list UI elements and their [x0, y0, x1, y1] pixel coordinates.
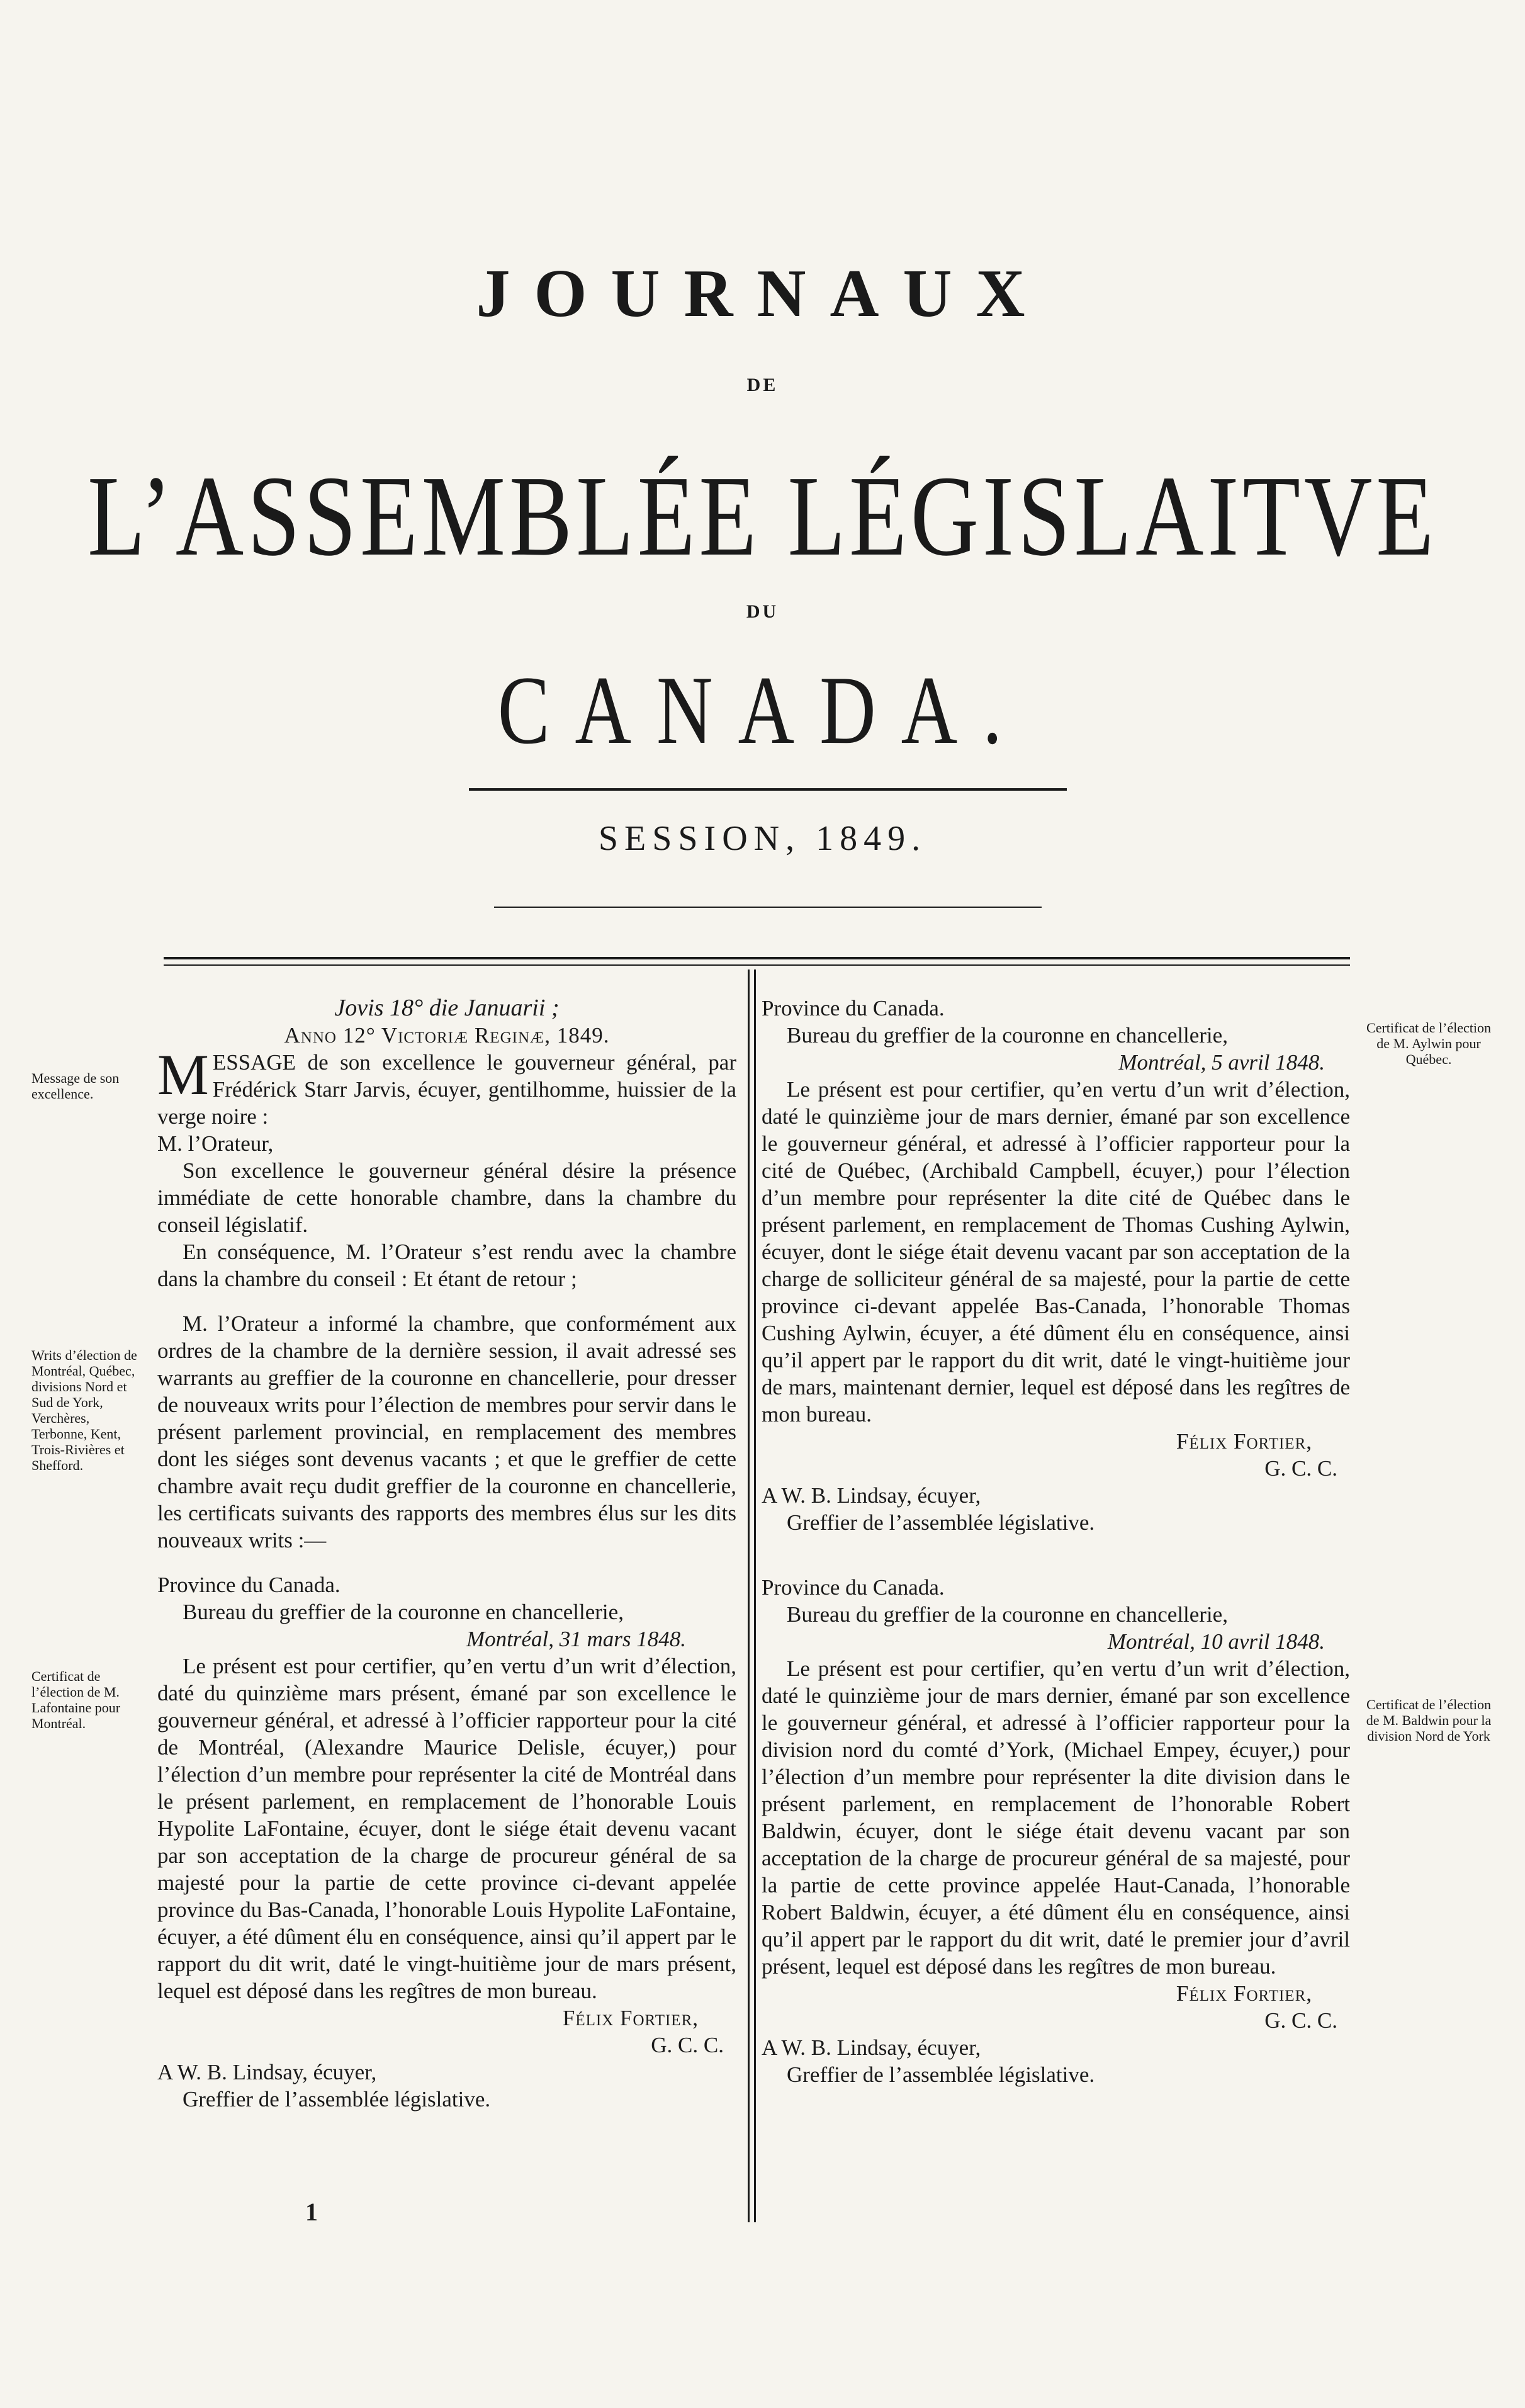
certificate-date-1: Montréal, 5 avril 1848.	[1118, 1050, 1325, 1075]
certificate-text-2: Le présent est pour certifier, qu’en vertu d’un writ d’élection, daté le quinzième jour de mars dernier, émané par son excellence le gouverneur général, et adressé à l’officier rapporteur pour la division nord du comté d’York, (Michael Empey, écuyer,) pour l’élection d’un membre pour représenter la dite division dans le présent parlement, en remplacement de l’honorable Robert Baldwin, écuyer, dont le siége était devenu vacant par son acceptation de la charge de procureur général de sa majesté, pour la partie de cette province appelée Haut-Canada, l’honorable Robert Baldwin, écuyer, a été dûment élu en conséquence, ainsi qu’il appert par le rapport du dit writ, daté le premier jour d’avril présent, lequel est déposé dans les regîtres de mon bureau.	[762, 1656, 1350, 1979]
column-divider-left	[748, 969, 750, 2222]
margin-note-lafontaine: Certificat de l’élection de M. Lafontaine pour Montréal.	[31, 1668, 121, 1731]
page-number: 1	[305, 2198, 318, 2226]
addressee-2: A W. B. Lindsay, écuyer,	[762, 2035, 981, 2060]
drop-cap: M	[157, 1043, 209, 1107]
title-journaux: JOURNAUX	[476, 256, 1049, 331]
addressee-title-2: Greffier de l’assemblée législative.	[787, 2062, 1095, 2087]
anno-line: Anno 12° Victoriæ Reginæ, 1849.	[284, 1023, 610, 1048]
left-column	[157, 995, 736, 2113]
title-canada: CANADA.	[497, 656, 1028, 764]
signature-title: G. C. C.	[651, 2033, 724, 2057]
certificate-date-2: Montréal, 10 avril 1848.	[1107, 1629, 1325, 1654]
column-rule-thin	[164, 964, 1350, 966]
message-paragraph: MESSAGE de son excellence le gouverneur général, par Frédérick Starr Jarvis, écuyer, gentilhomme, huissier de la verge noire :	[157, 1043, 736, 1129]
paragraph-3: M. l’Orateur a informé la chambre, que conformément aux ordres de la chambre de la dernière session, il avait adressé ses warrants au greffier de la couronne en chancellerie, pour dresser de nouveaux writs pour l’élection de membres pour servir dans le présent parlement provincial, en remplacement des membres dont les siéges sont devenus vacants ; et que le greffier de cette chambre avait reçu dudit greffier de la couronne en chancellerie, les certificats suivants des rapports des membres élus sur les dits nouveaux writs :—	[157, 1311, 736, 1552]
title-rule-bottom	[494, 907, 1042, 908]
right-column	[762, 995, 1350, 2088]
paragraph-2: En conséquence, M. l’Orateur s’est rendu avec la chambre dans la chambre du conseil : Et étant de retour ;	[157, 1240, 736, 1291]
certificate-text: Le présent est pour certifier, qu’en vertu d’un writ d’élection, daté du quinzième mars présent, émané par son excellence le gouverneur général, et adressé à l’officier rapporteur pour la cité de Montréal, (Alexandre Maurice Delisle, écuyer,) pour l’élection d’un membre pour représenter la cité de Montréal dans le présent parlement, en remplacement de l’honorable Louis Hypolite LaFontaine, écuyer, dont le siége était devenu vacant par son acceptation de la charge de procureur général de sa majesté pour la partie de cette province ci-devant appelée province du Bas-Canada, l’honorable Louis Hypolite LaFontaine, écuyer, a été dûment élu en conséquence, ainsi qu’il appert par le rapport du dit writ, daté le vingt-huitième jour de mars présent, lequel est déposé dans les regîtres de mon bureau.	[157, 1654, 736, 2003]
margin-note-message: Message de son excellence.	[31, 1070, 120, 1102]
addressee-title-1: Greffier de l’assemblée législative.	[787, 1510, 1095, 1535]
signature-name: Félix Fortier,	[562, 2006, 699, 2030]
signature-title-1: G. C. C.	[1264, 1456, 1337, 1481]
certificate-text-1: Le présent est pour certifier, qu’en vertu d’un writ d’élection, daté le quinzième jour de mars dernier, émané par son excellence le gouverneur général, et adressé à l’officier rapporteur pour la cité de Québec, (Archibald Campbell, écuyer,) pour l’élection d’un membre pour représenter la dite cité de Québec dans le présent parlement, en remplacement de Thomas Cushing Aylwin, écuyer, dont le siége était devenu vacant par son acceptation de la charge de solliciteur général de sa majesté, pour la partie de cette province ci-devant appelée Bas-Canada, l’honorable Thomas Cushing Aylwin, écuyer, a été dûment élu en conséquence, ainsi qu’il appert par le rapport du dit writ, daté le vingt-huitième jour de mars, maintenant dernier, lequel est déposé dans les regîtres de mon bureau.	[762, 1077, 1350, 1427]
signature-title-2: G. C. C.	[1264, 2008, 1337, 2033]
session-date: Jovis 18° die Januarii ;	[334, 995, 560, 1021]
column-divider-right	[754, 969, 756, 2222]
addressee-title: Greffier de l’assemblée législative.	[183, 2087, 491, 2111]
bureau-line-1: Bureau du greffier de la couronne en chancellerie,	[787, 1023, 1228, 1048]
title-assemblee: L’ASSEMBLÉE LÉGISLAITVE	[87, 452, 1438, 580]
margin-note-writs: Writs d’élection de Montréal, Québec, divisions Nord et Sud de York, Verchères, Terbonne, Kent, Trois-Rivières et Shefford.	[31, 1347, 137, 1473]
title-rule-top	[469, 788, 1067, 791]
bureau-line: Bureau du greffier de la couronne en chancellerie,	[183, 1600, 624, 1624]
province-line: Province du Canada.	[157, 1573, 340, 1597]
session-line: SESSION, 1849.	[598, 819, 927, 858]
margin-note-aylwin: Certificat de l’élection de M. Aylwin pour Québec.	[1366, 1020, 1491, 1067]
margin-note-baldwin: Certificat de l’élection de M. Baldwin pour la division Nord de York	[1366, 1697, 1492, 1744]
column-rule-thick	[164, 957, 1350, 959]
signature-name-2: Félix Fortier,	[1176, 1981, 1312, 2006]
certificate-date: Montréal, 31 mars 1848.	[466, 1627, 686, 1651]
addressee-1: A W. B. Lindsay, écuyer,	[762, 1483, 981, 1508]
orateur-line: M. l’Orateur,	[157, 1131, 274, 1156]
province-line-2: Province du Canada.	[762, 1575, 945, 1600]
signature-name-1: Félix Fortier,	[1176, 1429, 1312, 1454]
title-du: DU	[746, 601, 779, 622]
addressee: A W. B. Lindsay, écuyer,	[157, 2060, 377, 2084]
bureau-line-2: Bureau du greffier de la couronne en chancellerie,	[787, 1602, 1228, 1627]
province-line-1: Province du Canada.	[762, 996, 945, 1020]
paragraph-1: Son excellence le gouverneur général désire la présence immédiate de cette honorable chambre, dans la chambre du conseil législatif.	[157, 1158, 736, 1237]
title-de: DE	[746, 375, 779, 395]
